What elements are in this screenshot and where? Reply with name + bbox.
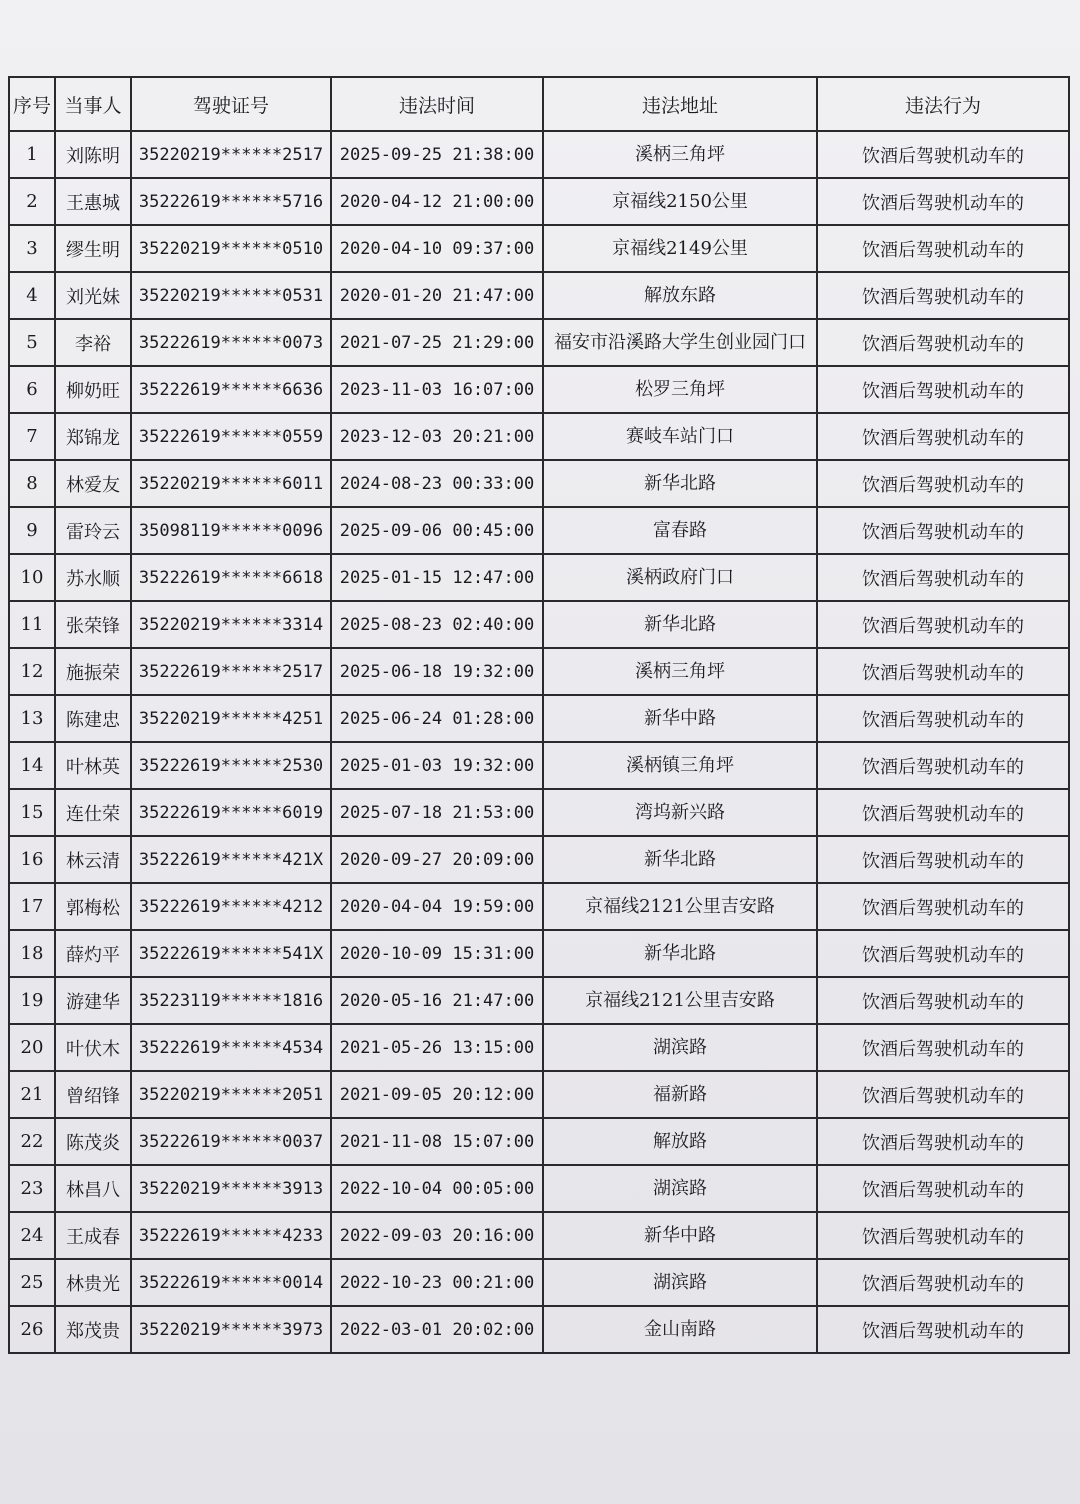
violation-action: 饮酒后驾驶机动车的	[817, 1306, 1069, 1353]
table-row	[9, 1212, 1069, 1259]
table-row	[9, 1306, 1069, 1353]
party-name: 叶伏木	[55, 1024, 131, 1071]
violation-action: 饮酒后驾驶机动车的	[817, 131, 1069, 178]
table-row	[9, 1118, 1069, 1165]
row-number: 2	[9, 178, 55, 225]
row-number: 9	[9, 507, 55, 554]
violation-time: 2025-01-15 12:47:00	[331, 554, 543, 601]
violation-action: 饮酒后驾驶机动车的	[817, 319, 1069, 366]
license-number: 35222619******6636	[131, 366, 331, 413]
table-row	[9, 648, 1069, 695]
violation-address: 湖滨路	[543, 1024, 817, 1071]
table-row	[9, 883, 1069, 930]
row-number: 15	[9, 789, 55, 836]
violation-time: 2020-04-12 21:00:00	[331, 178, 543, 225]
violation-address: 湾坞新兴路	[543, 789, 817, 836]
violation-action: 饮酒后驾驶机动车的	[817, 695, 1069, 742]
license-number: 35220219******2051	[131, 1071, 331, 1118]
party-name: 刘光妹	[55, 272, 131, 319]
license-number: 35220219******3973	[131, 1306, 331, 1353]
table-row	[9, 977, 1069, 1024]
violation-action: 饮酒后驾驶机动车的	[817, 1024, 1069, 1071]
license-number: 35220219******6011	[131, 460, 331, 507]
party-name: 林贵光	[55, 1259, 131, 1306]
violation-address: 解放路	[543, 1118, 817, 1165]
party-name: 林昌八	[55, 1165, 131, 1212]
table-row	[9, 695, 1069, 742]
table-row	[9, 836, 1069, 883]
license-number: 35222619******0073	[131, 319, 331, 366]
row-number: 1	[9, 131, 55, 178]
violation-time: 2025-06-18 19:32:00	[331, 648, 543, 695]
violation-action: 饮酒后驾驶机动车的	[817, 1259, 1069, 1306]
header-no: 序号	[9, 77, 55, 131]
table-row	[9, 319, 1069, 366]
license-number: 35098119******0096	[131, 507, 331, 554]
violation-time: 2022-03-01 20:02:00	[331, 1306, 543, 1353]
row-number: 13	[9, 695, 55, 742]
table-row	[9, 366, 1069, 413]
violation-address: 京福线2149公里	[543, 225, 817, 272]
violation-time: 2025-07-18 21:53:00	[331, 789, 543, 836]
violation-time: 2020-10-09 15:31:00	[331, 930, 543, 977]
violation-action: 饮酒后驾驶机动车的	[817, 883, 1069, 930]
party-name: 柳奶旺	[55, 366, 131, 413]
table-row	[9, 1071, 1069, 1118]
party-name: 连仕荣	[55, 789, 131, 836]
violation-address: 溪柄三角坪	[543, 131, 817, 178]
party-name: 张荣锋	[55, 601, 131, 648]
row-number: 7	[9, 413, 55, 460]
violation-time: 2025-08-23 02:40:00	[331, 601, 543, 648]
violation-action: 饮酒后驾驶机动车的	[817, 1212, 1069, 1259]
license-number: 35220219******0510	[131, 225, 331, 272]
violation-time: 2022-10-04 00:05:00	[331, 1165, 543, 1212]
license-number: 35222619******0559	[131, 413, 331, 460]
violation-address: 新华北路	[543, 836, 817, 883]
violation-time: 2021-09-05 20:12:00	[331, 1071, 543, 1118]
violation-address: 溪柄三角坪	[543, 648, 817, 695]
row-number: 24	[9, 1212, 55, 1259]
party-name: 王成春	[55, 1212, 131, 1259]
violation-address: 湖滨路	[543, 1259, 817, 1306]
header-address: 违法地址	[543, 77, 817, 131]
violation-action: 饮酒后驾驶机动车的	[817, 836, 1069, 883]
row-number: 8	[9, 460, 55, 507]
license-number: 35222619******6019	[131, 789, 331, 836]
violation-time: 2021-05-26 13:15:00	[331, 1024, 543, 1071]
license-number: 35222619******5716	[131, 178, 331, 225]
license-number: 35222619******2517	[131, 648, 331, 695]
license-number: 35220219******4251	[131, 695, 331, 742]
violation-time: 2021-11-08 15:07:00	[331, 1118, 543, 1165]
violation-address: 京福线2150公里	[543, 178, 817, 225]
license-number: 35222619******4534	[131, 1024, 331, 1071]
row-number: 5	[9, 319, 55, 366]
violation-address: 福安市沿溪路大学生创业园门口	[543, 319, 817, 366]
violation-address: 金山南路	[543, 1306, 817, 1353]
violation-address: 溪柄镇三角坪	[543, 742, 817, 789]
license-number: 35222619******4233	[131, 1212, 331, 1259]
row-number: 3	[9, 225, 55, 272]
party-name: 李裕	[55, 319, 131, 366]
header-name: 当事人	[55, 77, 131, 131]
party-name: 薛灼平	[55, 930, 131, 977]
violation-action: 饮酒后驾驶机动车的	[817, 1118, 1069, 1165]
violation-action: 饮酒后驾驶机动车的	[817, 648, 1069, 695]
row-number: 12	[9, 648, 55, 695]
violation-action: 饮酒后驾驶机动车的	[817, 178, 1069, 225]
party-name: 郑茂贵	[55, 1306, 131, 1353]
violation-time: 2020-04-10 09:37:00	[331, 225, 543, 272]
violation-action: 饮酒后驾驶机动车的	[817, 1165, 1069, 1212]
violation-address: 松罗三角坪	[543, 366, 817, 413]
row-number: 25	[9, 1259, 55, 1306]
header-row	[9, 77, 1069, 131]
table-row	[9, 930, 1069, 977]
license-number: 35222619******0037	[131, 1118, 331, 1165]
row-number: 23	[9, 1165, 55, 1212]
violation-time: 2022-09-03 20:16:00	[331, 1212, 543, 1259]
violation-action: 饮酒后驾驶机动车的	[817, 366, 1069, 413]
party-name: 游建华	[55, 977, 131, 1024]
violations-table	[8, 76, 1070, 1354]
violation-time: 2025-01-03 19:32:00	[331, 742, 543, 789]
license-number: 35220219******3314	[131, 601, 331, 648]
row-number: 6	[9, 366, 55, 413]
violation-time: 2024-08-23 00:33:00	[331, 460, 543, 507]
violation-time: 2022-10-23 00:21:00	[331, 1259, 543, 1306]
violation-time: 2023-12-03 20:21:00	[331, 413, 543, 460]
table-row	[9, 225, 1069, 272]
row-number: 22	[9, 1118, 55, 1165]
table-row	[9, 789, 1069, 836]
violation-time: 2020-04-04 19:59:00	[331, 883, 543, 930]
table-row	[9, 131, 1069, 178]
license-number: 35220219******3913	[131, 1165, 331, 1212]
party-name: 叶林英	[55, 742, 131, 789]
table-row	[9, 507, 1069, 554]
violation-address: 新华北路	[543, 460, 817, 507]
license-number: 35223119******1816	[131, 977, 331, 1024]
violation-action: 饮酒后驾驶机动车的	[817, 789, 1069, 836]
violation-address: 富春路	[543, 507, 817, 554]
party-name: 郑锦龙	[55, 413, 131, 460]
violation-address: 溪柄政府门口	[543, 554, 817, 601]
row-number: 14	[9, 742, 55, 789]
party-name: 林爱友	[55, 460, 131, 507]
violation-time: 2025-06-24 01:28:00	[331, 695, 543, 742]
violation-action: 饮酒后驾驶机动车的	[817, 460, 1069, 507]
header-time: 违法时间	[331, 77, 543, 131]
violation-address: 京福线2121公里吉安路	[543, 977, 817, 1024]
license-number: 35220219******2517	[131, 131, 331, 178]
license-number: 35222619******4212	[131, 883, 331, 930]
violation-address: 湖滨路	[543, 1165, 817, 1212]
violation-time: 2025-09-25 21:38:00	[331, 131, 543, 178]
header-license: 驾驶证号	[131, 77, 331, 131]
table-row	[9, 1024, 1069, 1071]
violation-address: 新华北路	[543, 601, 817, 648]
violation-action: 饮酒后驾驶机动车的	[817, 507, 1069, 554]
license-number: 35222619******0014	[131, 1259, 331, 1306]
violation-time: 2020-09-27 20:09:00	[331, 836, 543, 883]
violation-address: 福新路	[543, 1071, 817, 1118]
table-row	[9, 413, 1069, 460]
table-row	[9, 1259, 1069, 1306]
row-number: 21	[9, 1071, 55, 1118]
table-row	[9, 742, 1069, 789]
violation-action: 饮酒后驾驶机动车的	[817, 601, 1069, 648]
violation-action: 饮酒后驾驶机动车的	[817, 1071, 1069, 1118]
table-row	[9, 601, 1069, 648]
license-number: 35222619******2530	[131, 742, 331, 789]
row-number: 4	[9, 272, 55, 319]
violation-action: 饮酒后驾驶机动车的	[817, 930, 1069, 977]
violation-action: 饮酒后驾驶机动车的	[817, 225, 1069, 272]
row-number: 11	[9, 601, 55, 648]
violation-time: 2020-05-16 21:47:00	[331, 977, 543, 1024]
row-number: 16	[9, 836, 55, 883]
violation-time: 2020-01-20 21:47:00	[331, 272, 543, 319]
row-number: 17	[9, 883, 55, 930]
violation-time: 2025-09-06 00:45:00	[331, 507, 543, 554]
row-number: 19	[9, 977, 55, 1024]
party-name: 苏水顺	[55, 554, 131, 601]
table-header	[9, 77, 1069, 131]
violation-address: 新华中路	[543, 1212, 817, 1259]
party-name: 施振荣	[55, 648, 131, 695]
party-name: 陈建忠	[55, 695, 131, 742]
violation-address: 新华北路	[543, 930, 817, 977]
party-name: 刘陈明	[55, 131, 131, 178]
violation-address: 京福线2121公里吉安路	[543, 883, 817, 930]
violation-action: 饮酒后驾驶机动车的	[817, 977, 1069, 1024]
party-name: 雷玲云	[55, 507, 131, 554]
table-row	[9, 178, 1069, 225]
row-number: 26	[9, 1306, 55, 1353]
violation-time: 2023-11-03 16:07:00	[331, 366, 543, 413]
violation-time: 2021-07-25 21:29:00	[331, 319, 543, 366]
row-number: 20	[9, 1024, 55, 1071]
row-number: 18	[9, 930, 55, 977]
violation-address: 新华中路	[543, 695, 817, 742]
violation-action: 饮酒后驾驶机动车的	[817, 742, 1069, 789]
party-name: 林云清	[55, 836, 131, 883]
party-name: 缪生明	[55, 225, 131, 272]
license-number: 35222619******541X	[131, 930, 331, 977]
party-name: 王惠城	[55, 178, 131, 225]
violation-action: 饮酒后驾驶机动车的	[817, 554, 1069, 601]
table-row	[9, 554, 1069, 601]
table-body	[9, 131, 1069, 1353]
party-name: 陈茂炎	[55, 1118, 131, 1165]
party-name: 曾绍锋	[55, 1071, 131, 1118]
license-number: 35220219******0531	[131, 272, 331, 319]
table-row	[9, 1165, 1069, 1212]
violation-action: 饮酒后驾驶机动车的	[817, 413, 1069, 460]
table-row	[9, 272, 1069, 319]
violation-address: 赛岐车站门口	[543, 413, 817, 460]
party-name: 郭梅松	[55, 883, 131, 930]
row-number: 10	[9, 554, 55, 601]
license-number: 35222619******421X	[131, 836, 331, 883]
license-number: 35222619******6618	[131, 554, 331, 601]
table-row	[9, 460, 1069, 507]
violation-address: 解放东路	[543, 272, 817, 319]
header-action: 违法行为	[817, 77, 1069, 131]
violation-action: 饮酒后驾驶机动车的	[817, 272, 1069, 319]
